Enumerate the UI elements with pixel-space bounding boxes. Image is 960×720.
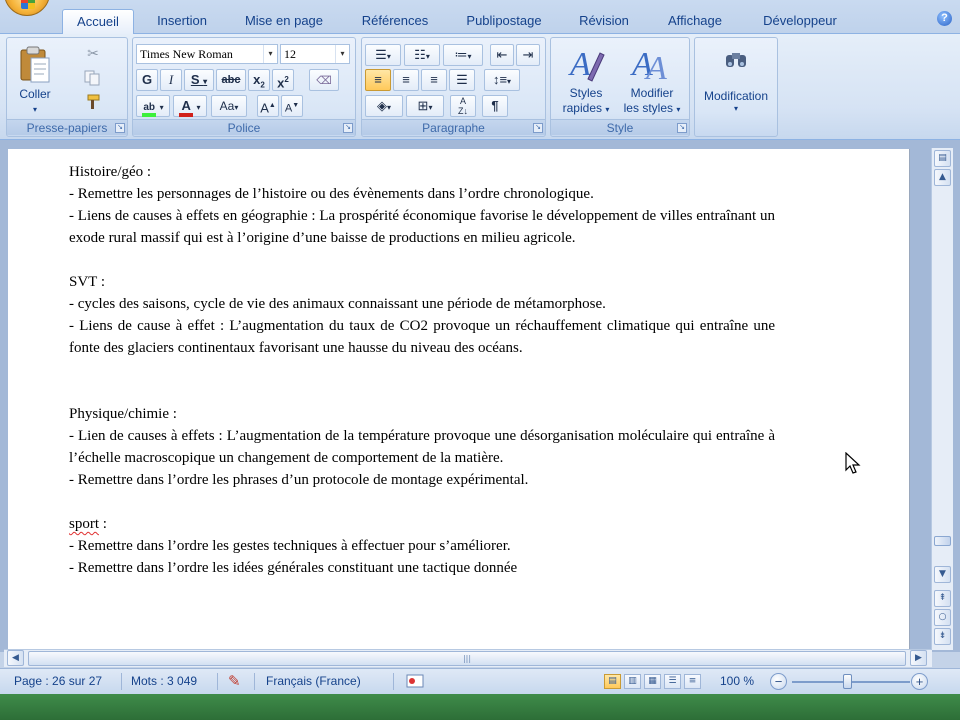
svg-text:A: A xyxy=(646,50,667,85)
zoom-slider-thumb[interactable] xyxy=(843,674,852,689)
numbering-button[interactable]: ☷▾ xyxy=(404,44,440,66)
paint-bucket-icon: ◈ xyxy=(376,98,387,113)
binoculars-icon xyxy=(724,49,748,69)
sport-item-1: - Remettre dans l’ordre les gestes techniques à effectuer pour s’améliorer. xyxy=(69,538,511,554)
web-layout-icon[interactable]: ▦ xyxy=(644,674,661,689)
line-spacing-icon: ↕≡ xyxy=(492,72,508,87)
paragraph-group xyxy=(361,37,546,137)
quick-styles-label-1: Styles xyxy=(569,86,603,100)
quick-styles-label-2: rapides ▾ xyxy=(562,101,610,115)
style-group-label: Style xyxy=(551,119,689,135)
multilevel-list-button[interactable]: ≔▾ xyxy=(443,44,483,66)
physique-item-2: - Remettre dans l’ordre les phrases d’un protocole de montage expérimental. xyxy=(69,472,529,488)
scroll-up-icon[interactable]: ▲ xyxy=(934,169,951,186)
shrink-font-button[interactable]: A▼ xyxy=(281,95,303,117)
zoom-in-icon[interactable]: + xyxy=(911,673,928,690)
highlighter-icon: ab xyxy=(142,102,156,117)
paste-label: Coller xyxy=(19,87,51,101)
vertical-scrollbar[interactable] xyxy=(931,148,953,650)
cut-icon[interactable]: ✂ xyxy=(87,45,99,61)
font-group-label: Police xyxy=(133,119,355,135)
page-indicator[interactable]: Page : 26 sur 27 xyxy=(14,674,103,688)
superscript-button[interactable]: $x^2$ xyxy=(272,69,294,91)
borders-button[interactable]: ⊞▾ xyxy=(406,95,444,117)
proofing-error-icon[interactable]: ✎ xyxy=(228,673,241,690)
word-count[interactable]: Mots : 3 049 xyxy=(131,674,198,688)
align-left-button[interactable] xyxy=(365,69,391,91)
pilcrow-icon: ¶ xyxy=(491,98,499,113)
tab-publipostage[interactable]: Publipostage xyxy=(466,13,542,28)
change-styles-label-2: les styles ▾ xyxy=(623,101,681,115)
bold-button[interactable]: G xyxy=(136,69,158,91)
status-bar xyxy=(0,668,960,694)
bullets-button[interactable]: ☰▾ xyxy=(365,44,401,66)
horizontal-scroll-thumb[interactable]: ||| xyxy=(28,651,906,666)
copy-icon[interactable] xyxy=(83,69,103,87)
histoire-title: Histoire/géo : xyxy=(69,164,152,180)
ribbon-tab-bar xyxy=(0,0,960,34)
previous-page-icon[interactable]: ⇞ xyxy=(934,590,951,607)
sport-title xyxy=(69,513,775,535)
svt-title: SVT : xyxy=(69,274,105,290)
font-name-field[interactable] xyxy=(136,44,278,64)
align-center-icon: ≡ xyxy=(402,72,410,87)
justify-button[interactable] xyxy=(449,69,475,91)
style-group xyxy=(550,37,690,137)
decrease-indent-icon: ⇤ xyxy=(496,47,508,62)
histoire-item-2: - Liens de causes à effets en géographie : La prospérité économique favorise le développement de villes entraînant un exode rural massif qui est à l’origine d’une baisse de productions en milieu agricole. xyxy=(69,208,775,246)
tab-affichage[interactable]: Affichage xyxy=(668,13,722,28)
language-indicator[interactable]: Français (France) xyxy=(266,674,361,688)
quick-styles-label-2-text: rapides xyxy=(562,101,602,115)
increase-indent-button[interactable] xyxy=(516,44,540,66)
change-styles-label-1: Modifier xyxy=(630,86,674,100)
change-styles-icon xyxy=(630,43,674,85)
vertical-scroll-thumb[interactable] xyxy=(934,536,951,546)
grow-font-button[interactable]: A▲ xyxy=(257,95,279,117)
clear-formatting-button[interactable] xyxy=(309,69,339,91)
font-launcher-icon[interactable]: ↘ xyxy=(343,123,353,133)
scroll-right-icon[interactable]: ▶ xyxy=(910,650,927,666)
shading-button[interactable]: ◈▾ xyxy=(365,95,403,117)
zoom-level[interactable]: 100 % xyxy=(720,674,755,688)
font-size-field[interactable] xyxy=(280,44,350,64)
physique-item-1: - Lien de causes à effets : L’augmentation de la température provoque une désorganisation moléculaire qui entraîne à l’échelle macroscopique un changement de comportement de la matière. xyxy=(69,428,775,466)
document-page[interactable] xyxy=(8,149,910,649)
print-layout-view-icon[interactable]: ▤ xyxy=(604,674,621,689)
strikethrough-button[interactable]: abc xyxy=(216,69,246,91)
subscript-button[interactable]: $x_2$ xyxy=(248,69,270,91)
bullet-list-icon: ☰ xyxy=(375,47,387,62)
document-body[interactable] xyxy=(69,161,775,579)
increase-indent-icon: ⇥ xyxy=(522,47,534,62)
border-icon: ⊞ xyxy=(417,98,429,113)
editing-label: Modification xyxy=(703,89,769,103)
tab-references[interactable]: Références xyxy=(361,13,429,28)
tab-accueil[interactable]: Accueil xyxy=(62,9,134,35)
font-size-value: 12 xyxy=(284,47,296,61)
sport-title-colon: : xyxy=(99,516,107,532)
change-case-button[interactable]: Aa▾ xyxy=(211,95,247,117)
style-launcher-icon[interactable]: ↘ xyxy=(677,123,687,133)
chevron-down-icon: ▾ xyxy=(32,105,37,114)
quick-styles-icon xyxy=(566,43,606,85)
clipboard-icon xyxy=(18,45,52,85)
physique-title: Physique/chimie : xyxy=(69,406,177,422)
histoire-item-1: - Remettre les personnages de l’histoire ou des évènements dans l’ordre chronologique. xyxy=(69,186,594,202)
editing-button[interactable] xyxy=(697,41,775,121)
highlight-color-button[interactable]: ab ▾ xyxy=(136,95,170,117)
clipboard-group xyxy=(6,37,128,137)
chevron-down-icon: ▾ xyxy=(335,45,349,63)
clipboard-group-label: Presse-papiers xyxy=(7,119,127,135)
outline-view-icon[interactable]: ☰ xyxy=(664,674,681,689)
change-styles-label-2-text: les styles xyxy=(623,101,673,115)
italic-button[interactable]: I xyxy=(160,69,182,91)
ribbon xyxy=(0,34,960,140)
draft-view-icon[interactable]: ≡ xyxy=(684,674,701,689)
sport-item-2: - Remettre dans l’ordre les idées générales constituant une tactique donnée xyxy=(69,560,518,576)
decrease-indent-button[interactable] xyxy=(490,44,514,66)
paragraph-group-label: Paragraphe xyxy=(362,119,545,135)
align-center-button[interactable] xyxy=(393,69,419,91)
desktop-background xyxy=(0,694,960,720)
quick-styles-button[interactable] xyxy=(554,41,618,119)
paste-button[interactable] xyxy=(13,41,57,117)
line-spacing-button[interactable]: ↕≡▾ xyxy=(484,69,520,91)
multilevel-list-icon: ≔ xyxy=(454,47,468,62)
svg-text:A: A xyxy=(632,46,653,83)
font-name-value: Times New Roman xyxy=(140,47,233,61)
paragraph-launcher-icon[interactable]: ↘ xyxy=(533,123,543,133)
justify-icon: ☰ xyxy=(456,72,468,87)
align-right-button[interactable] xyxy=(421,69,447,91)
tab-revision[interactable]: Révision xyxy=(579,13,629,28)
editing-group xyxy=(694,37,778,137)
help-icon[interactable]: ? xyxy=(937,11,952,26)
svt-item-1: - cycles des saisons, cycle de vie des animaux connaissant une période de métamorphose. xyxy=(69,296,606,312)
mouse-pointer-icon xyxy=(845,452,861,476)
tab-insertion[interactable]: Insertion xyxy=(157,13,207,28)
align-right-icon: ≡ xyxy=(430,72,438,87)
chevron-down-icon: ▾ xyxy=(733,104,738,113)
full-screen-reading-icon[interactable]: ▥ xyxy=(624,674,641,689)
underline-button[interactable]: S ▾ xyxy=(184,69,214,91)
office-button[interactable] xyxy=(4,0,50,16)
tab-mise-en-page[interactable]: Mise en page xyxy=(244,13,324,28)
numbered-list-icon: ☷ xyxy=(414,47,426,62)
clipboard-launcher-icon[interactable]: ↘ xyxy=(115,123,125,133)
svg-text:A: A xyxy=(570,46,591,83)
format-painter-icon[interactable] xyxy=(83,93,103,111)
ruler-toggle-icon[interactable]: ▤ xyxy=(934,150,951,167)
sort-button[interactable] xyxy=(450,95,476,117)
show-marks-button[interactable] xyxy=(482,95,508,117)
svt-item-2: - Liens de cause à effet : L’augmentation du taux de CO2 provoque un réchauffement climatique qui entraîne une fonte des glaciers continentaux favorisant une hausse du niveau des océans. xyxy=(69,318,775,356)
scroll-left-icon[interactable]: ◀ xyxy=(7,650,24,666)
align-left-icon: ≡ xyxy=(374,72,382,87)
font-group xyxy=(132,37,356,137)
sort-az-icon: A Z↓ xyxy=(458,96,468,116)
scroll-down-icon[interactable]: ▼ xyxy=(934,566,951,583)
zoom-out-icon[interactable]: − xyxy=(770,673,787,690)
chevron-down-icon: ▾ xyxy=(263,45,277,63)
horizontal-scrollbar[interactable] xyxy=(4,649,932,667)
font-color-icon: A xyxy=(179,98,192,117)
change-styles-button[interactable] xyxy=(619,41,685,119)
sport-title-word: sport xyxy=(69,516,99,532)
office-logo-icon xyxy=(21,0,35,9)
tab-developpeur[interactable]: Développeur xyxy=(763,13,837,28)
next-page-icon[interactable]: ⇟ xyxy=(934,628,951,645)
macro-record-icon[interactable] xyxy=(406,669,424,694)
clear-formatting-icon: ⌫ xyxy=(316,75,332,87)
font-color-button[interactable]: A ▾ xyxy=(173,95,207,117)
browse-object-icon[interactable]: ○ xyxy=(934,609,951,626)
